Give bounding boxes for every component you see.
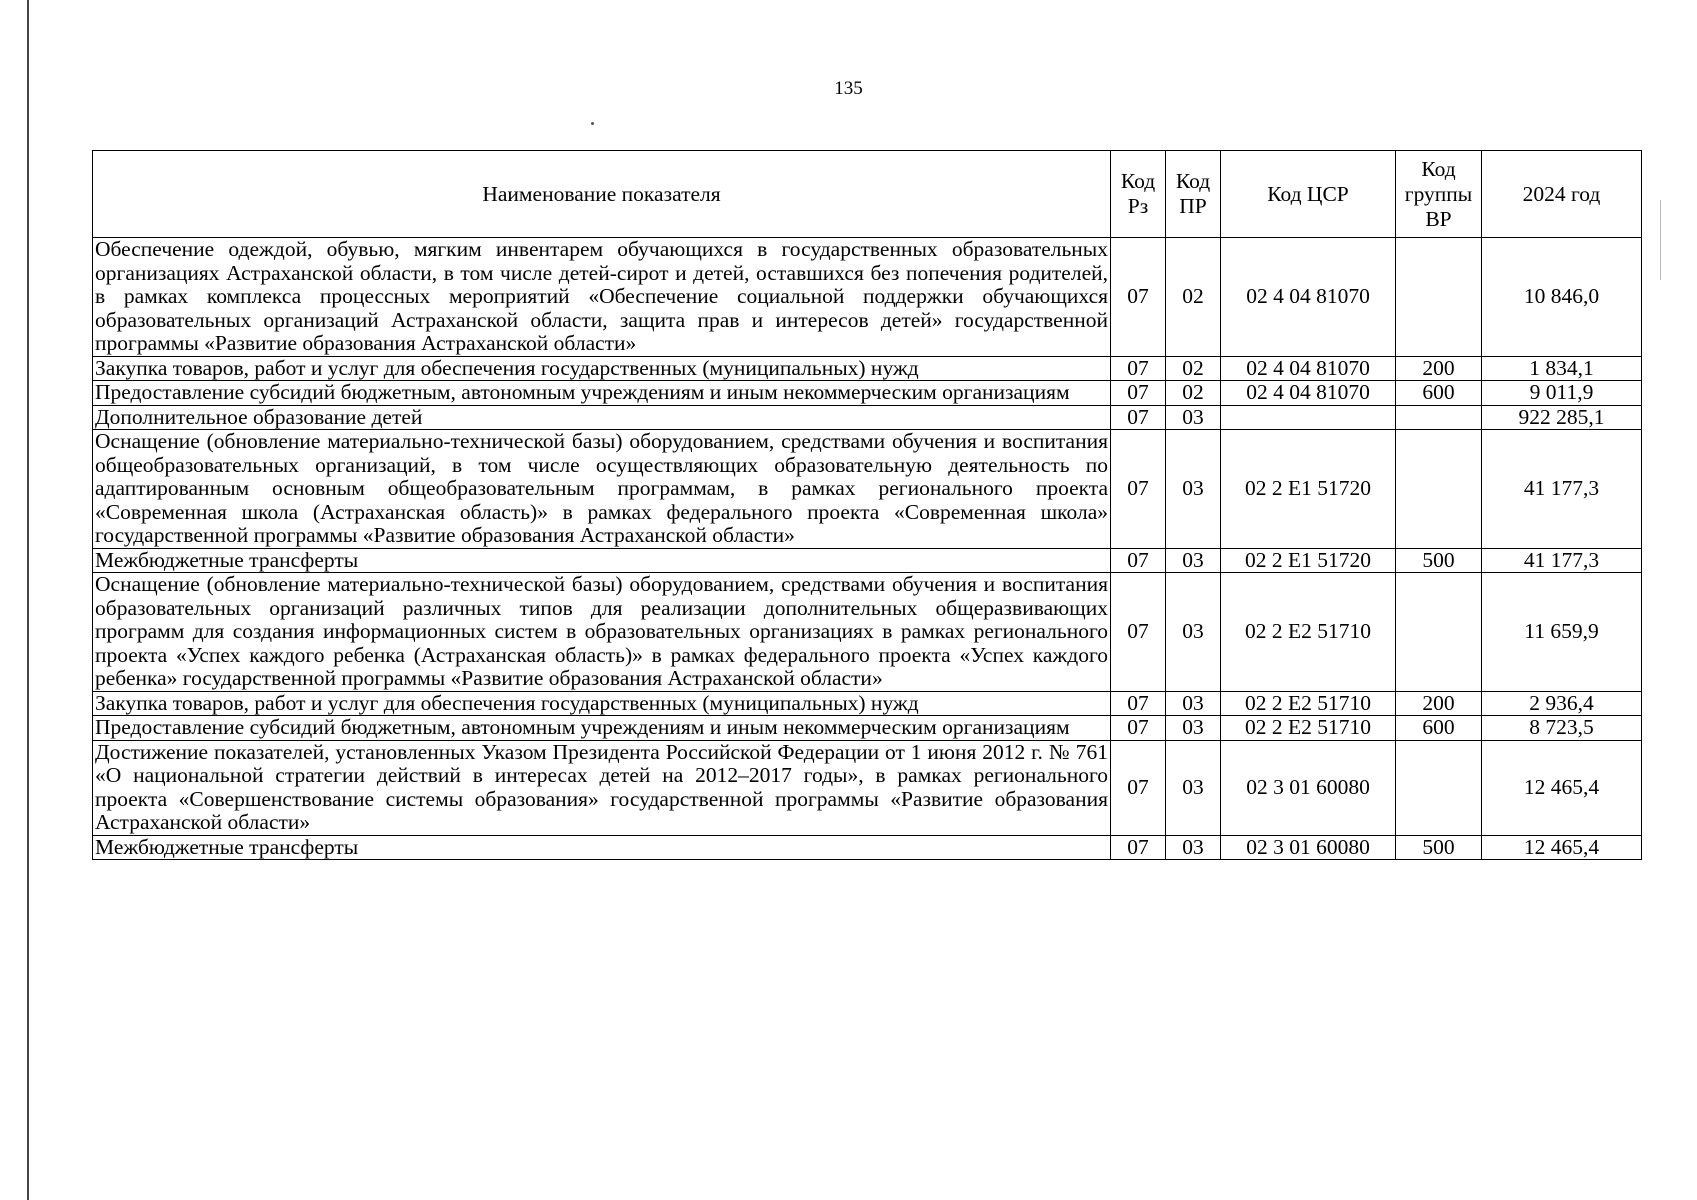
row-rz: 07 (1111, 573, 1166, 692)
row-vr (1396, 405, 1482, 430)
row-amount: 10 846,0 (1482, 238, 1642, 357)
row-csr: 02 2 E2 51710 (1221, 691, 1396, 716)
table-header-row (93, 151, 1642, 238)
row-vr: 200 (1396, 691, 1482, 716)
header-year: 2024 год (1482, 151, 1642, 238)
row-amount: 9 011,9 (1482, 381, 1642, 406)
table-row (93, 573, 1642, 692)
row-csr (1221, 405, 1396, 430)
row-rz: 07 (1111, 405, 1166, 430)
row-vr: 500 (1396, 835, 1482, 860)
row-vr (1396, 740, 1482, 835)
row-name: Оснащение (обновление материально-технической базы) оборудованием, средствами обучения и воспитания образовательных организаций различных типов для реализации дополнительных общеразвивающих программ для создания информационных систем в образовательных организациях в рамках регионального проекта «Успех каждого ребенка (Астраханская область)» в рамках федерального проекта «Успех каждого ребенка» государственной программы «Развитие образования Астраханской области» (93, 573, 1111, 692)
row-csr: 02 3 01 60080 (1221, 835, 1396, 860)
row-name: Закупка товаров, работ и услуг для обеспечения государственных (муниципальных) нужд (93, 691, 1111, 716)
row-rz: 07 (1111, 381, 1166, 406)
row-name: Достижение показателей, установленных Указом Президента Российской Федерации от 1 июня 2012 г. № 761 «О национальной стратегии действий в интересах детей на 2012–2017 годы», в рамках регионального проекта «Совершенствование системы образования» государственной программы «Развитие образования Астраханской области» (93, 740, 1111, 835)
table-row (93, 835, 1642, 860)
row-rz: 07 (1111, 548, 1166, 573)
row-vr (1396, 573, 1482, 692)
row-rz: 07 (1111, 691, 1166, 716)
page-number: 135 (834, 78, 863, 99)
scan-margin-mark (1660, 200, 1661, 280)
row-csr: 02 4 04 81070 (1221, 238, 1396, 357)
row-vr: 600 (1396, 381, 1482, 406)
row-amount: 8 723,5 (1482, 716, 1642, 741)
row-vr: 200 (1396, 356, 1482, 381)
table-row (93, 238, 1642, 357)
row-csr: 02 2 E2 51710 (1221, 716, 1396, 741)
row-vr (1396, 430, 1482, 549)
row-pr: 03 (1166, 835, 1221, 860)
row-pr: 02 (1166, 381, 1221, 406)
header-vr: Код группы ВР (1396, 151, 1482, 238)
row-name: Обеспечение одеждой, обувью, мягким инвентарем обучающихся в государственных образовательных организациях Астраханской области, в том числе детей-сирот и детей, оставшихся без попечения родителей, в рамках комплекса процессных мероприятий «Обеспечение социальной поддержки обучающихся образовательных организаций Астраханской области, защита прав и интересов детей» государственной программы «Развитие образования Астраханской области» (93, 238, 1111, 357)
row-pr: 03 (1166, 548, 1221, 573)
row-name: Оснащение (обновление материально-технической базы) оборудованием, средствами обучения и воспитания общеобразовательных организаций, в том числе осуществляющих образовательную деятельность по адаптированным основным общеобразовательным программам, в рамках регионального проекта «Современная школа (Астраханская область)» в рамках федерального проекта «Современная школа» государственной программы «Развитие образования Астраханской области» (93, 430, 1111, 549)
header-pr: Код ПР (1166, 151, 1221, 238)
row-csr: 02 3 01 60080 (1221, 740, 1396, 835)
row-pr: 03 (1166, 716, 1221, 741)
row-name: Закупка товаров, работ и услуг для обеспечения государственных (муниципальных) нужд (93, 356, 1111, 381)
row-rz: 07 (1111, 716, 1166, 741)
row-csr: 02 2 E1 51720 (1221, 548, 1396, 573)
row-pr: 03 (1166, 573, 1221, 692)
row-pr: 03 (1166, 691, 1221, 716)
row-amount: 12 465,4 (1482, 835, 1642, 860)
row-rz: 07 (1111, 835, 1166, 860)
row-pr: 03 (1166, 405, 1221, 430)
row-amount: 922 285,1 (1482, 405, 1642, 430)
table-row (93, 548, 1642, 573)
row-rz: 07 (1111, 740, 1166, 835)
row-amount: 1 834,1 (1482, 356, 1642, 381)
row-amount: 11 659,9 (1482, 573, 1642, 692)
header-csr: Код ЦСР (1221, 151, 1396, 238)
scan-dot (591, 122, 594, 125)
row-name: Межбюджетные трансферты (93, 835, 1111, 860)
row-rz: 07 (1111, 430, 1166, 549)
row-pr: 03 (1166, 430, 1221, 549)
row-name: Предоставление субсидий бюджетным, автономным учреждениям и иным некоммерческим организациям (93, 716, 1111, 741)
row-name: Дополнительное образование детей (93, 405, 1111, 430)
row-amount: 2 936,4 (1482, 691, 1642, 716)
row-amount: 41 177,3 (1482, 548, 1642, 573)
row-vr: 600 (1396, 716, 1482, 741)
row-vr (1396, 238, 1482, 357)
row-csr: 02 2 E2 51710 (1221, 573, 1396, 692)
header-name: Наименование показателя (93, 151, 1111, 238)
header-rz: Код Рз (1111, 151, 1166, 238)
row-rz: 07 (1111, 356, 1166, 381)
budget-table (92, 150, 1642, 860)
row-vr: 500 (1396, 548, 1482, 573)
row-pr: 02 (1166, 238, 1221, 357)
row-rz: 07 (1111, 238, 1166, 357)
table-row (93, 405, 1642, 430)
row-amount: 12 465,4 (1482, 740, 1642, 835)
row-pr: 02 (1166, 356, 1221, 381)
table-row (93, 381, 1642, 406)
table-row (93, 356, 1642, 381)
row-pr: 03 (1166, 740, 1221, 835)
row-name: Межбюджетные трансферты (93, 548, 1111, 573)
row-amount: 41 177,3 (1482, 430, 1642, 549)
table-row (93, 740, 1642, 835)
row-csr: 02 2 E1 51720 (1221, 430, 1396, 549)
table-row (93, 691, 1642, 716)
row-csr: 02 4 04 81070 (1221, 356, 1396, 381)
row-name: Предоставление субсидий бюджетным, автономным учреждениям и иным некоммерческим организациям (93, 381, 1111, 406)
row-csr: 02 4 04 81070 (1221, 381, 1396, 406)
binding-edge-line (27, 0, 29, 1200)
table-row (93, 716, 1642, 741)
table-row (93, 430, 1642, 549)
